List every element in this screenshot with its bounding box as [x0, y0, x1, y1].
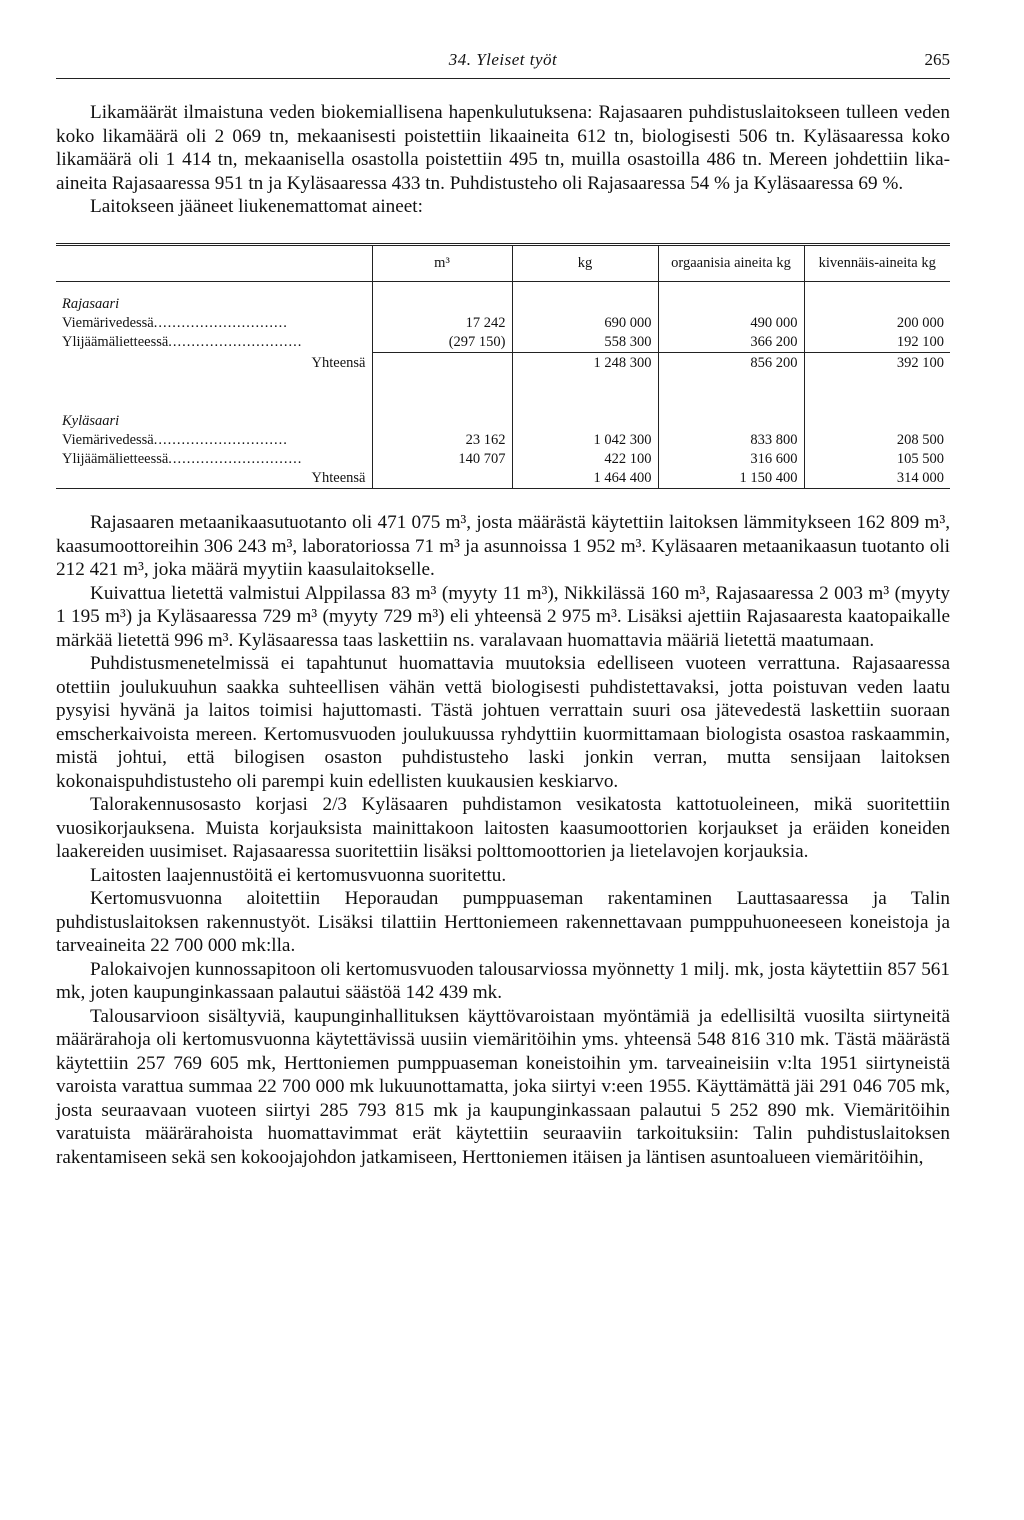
table-header-blank	[56, 244, 372, 281]
page-number: 265	[924, 50, 950, 69]
paragraph: Talorakennusosasto korjasi 2/3 Kyläsaaren puhdistamon vesikatosta kattotuoleineen, mikä suoritettiin vuosikorjauksena. Muista korjauksista mainittakoon laitosten kaasumoottorien korjaukset ja eräiden koneiden laakereiden uusimiset. Rajasaaressa suoritettiin lisäksi polttomoottorien ja lietelavojen korjauksia.	[56, 794, 950, 862]
cell-org: 316 600	[658, 450, 804, 469]
cell-kiv: 208 500	[804, 431, 950, 450]
cell-org: 366 200	[658, 333, 804, 353]
group-name: Rajasaari	[62, 295, 120, 312]
paragraph: Kertomusvuonna aloitettiin Heporaudan pumppuaseman rakentaminen Lauttasaaressa ja Talin puhdistuslaitoksen rakennustyöt. Lisäksi tilattiin Herttoniemeen rakennettavaan pumppuhuoneeseen koneistoja ja tarveaineita 22 700 000 mk:lla.	[56, 888, 950, 956]
paragraph: Talousarvioon sisältyviä, kaupunginhallituksen käyttövaroistaan myöntämiä ja edellisiltä vuosilta siirtyneitä määrärahoja oli kertomusvuonna käytettävissä uusiin viemäritöihin yms. yhteensä 548 816 310 mk. Tästä määrästä käytettiin 257 769 605 mk, Herttoniemen pumppuaseman koneistoihin ym. tarveaineisiin v:lta 1951 siirtyneistä varoista varattua summaa 22 700 000 mk lukuunottamatta, joka siirtyi v:een 1955. Käyttämättä jäi 291 046 705 mk, josta seuraavaan vuoteen siirtyi 285 793 815 mk ja kaupunginkassaan palautui 5 252 890 mk. Viemäritöihin varatuista määrärahoista huomattavimmat erät käytettiin seuraaviin tarkoituksiin: Talin puhdistuslaitoksen rakentamiseen sekä sen kokoojajohdon jatkamiseen, Herttoniemen itäisen ja läntisen asuntoalueen viemäritöihin,	[56, 1005, 950, 1168]
paragraph: Rajasaaren metaanikaasutuotanto oli 471 075 m³, josta määrästä käytettiin laitoksen lämmitykseen 162 809 m³, kaasumoottoreihin 306 243 m³, laboratoriossa 71 m³ ja asunnoissa 1 952 m³. Kyläsaaren metaanikaasun tuotanto oli 212 421 m³, joka määrä myytiin kaasulaitokselle.	[56, 512, 950, 580]
paragraph: Likamäärät ilmaistuna veden biokemiallisena hapenkulutuksena: Rajasaaren puhdistuslaitokseen tulleen veden koko likamäärä oli 2 069 tn, mekaanisesti poistettiin likaaineita 612 tn, biologisesti 506 tn. Kyläsaaressa koko likamäärä oli 1 414 tn, mekaanisella osastolla poistettiin 495 tn, muilla osastoilla 486 tn. Mereen johdettiin lika-aineita Rajasaaressa 951 tn ja Kyläsaaressa 433 tn. Puhdistusteho oli Rajasaaressa 54 % ja Kyläsaaressa 69 %.	[56, 102, 950, 194]
total-label: Yhteensä	[311, 355, 366, 371]
cell-kiv: 192 100	[804, 333, 950, 353]
column-header: orgaanisia aineita kg	[658, 244, 804, 281]
cell-m3: 23 162	[372, 431, 512, 450]
row-label: Viemärivedessä.............................	[62, 314, 288, 331]
cell-kiv: 200 000	[804, 314, 950, 333]
table-total-row	[56, 354, 950, 373]
cell-kg: 558 300	[512, 333, 658, 353]
cell-m3: (297 150)	[372, 333, 512, 353]
paragraph: Laitosten laajennustöitä ei kertomusvuonna suoritettu.	[90, 864, 507, 886]
running-header	[56, 48, 950, 79]
table-row	[56, 450, 950, 469]
header-title: 34. Yleiset työt	[448, 50, 558, 69]
cell-kg: 422 100	[512, 450, 658, 469]
page	[56, 48, 950, 1169]
table-row	[56, 333, 950, 353]
paragraph: Puhdistusmenetelmissä ei tapahtunut huomattavia muutoksia edelliseen vuoteen verrattuna. Rajasaaressa otettiin joulukuuhun saakka suhteellisen vähän vettä biologisesti puhdistettavaksi, jotta poistuvan veden laatu pysyisi hyvänä ja laitos toimisi hajuttomasti. Tästä johtuen verrattain suuri osa jätevedestä laskettiin suoraan emscherkaivoista mereen. Kertomusvuoden joulukuussa ryhdyttiin kuormittamaan biologista osastoa raskaammin, mistä johtui, että bilogisen osaston puhdistusteho laski jonkin verran, mutta sensijaan laitoksen kokonaispuhdistusteho oli parempi kuin edellisten kuukausien keskiarvo.	[56, 653, 950, 792]
cell-kg: 1 248 300	[512, 354, 658, 373]
column-header: m³	[372, 244, 512, 281]
cell-org: 856 200	[658, 354, 804, 373]
cell-org: 1 150 400	[658, 469, 804, 489]
cell-kg: 1 042 300	[512, 431, 658, 450]
cell-m3	[372, 354, 512, 373]
paragraph: Kuivattua lietettä valmistui Alppilassa 83 m³ (myyty 11 m³), Nikkilässä 160 m³, Rajasaaressa 2 003 m³ (myyty 1 195 m³) ja Kyläsaaressa 729 m³ (myyty 729 m³) eli yhteensä 2 975 m³. Lisäksi ajettiin Rajasaaresta kaatopaikalle märkää lietettä 996 m³. Kyläsaaressa taas laskettiin ns. varalavaan huomattavia määriä lietettä maatumaan.	[56, 582, 950, 651]
table-row	[56, 314, 950, 333]
column-header: kivennäis-aineita kg	[804, 244, 950, 281]
cell-kg: 1 464 400	[512, 469, 658, 489]
table-row	[56, 431, 950, 450]
paragraph: Palokaivojen kunnossapitoon oli kertomusvuoden talousarviossa myönnetty 1 milj. mk, josta käytettiin 857 561 mk, joten kaupunginkassaan palautui säästöä 142 439 mk.	[56, 958, 950, 1003]
table-total-row	[56, 469, 950, 489]
cell-org: 833 800	[658, 431, 804, 450]
cell-m3	[372, 469, 512, 489]
row-label: Viemärivedessä.............................	[62, 432, 288, 448]
cell-kg: 690 000	[512, 314, 658, 333]
group-name: Kyläsaari	[62, 413, 120, 429]
cell-kiv: 105 500	[804, 450, 950, 469]
total-label: Yhteensä	[311, 470, 366, 486]
cell-kiv: 314 000	[804, 469, 950, 489]
group-row	[56, 281, 950, 314]
row-label: Ylijäämälietteessä.............................	[62, 334, 303, 350]
cell-m3: 140 707	[372, 450, 512, 469]
paragraph: Laitokseen jääneet liukenemattomat aineet:	[90, 196, 423, 217]
cell-org: 490 000	[658, 314, 804, 333]
cell-kiv: 392 100	[804, 354, 950, 373]
sludge-table	[56, 243, 950, 490]
row-label: Ylijäämälietteessä.............................	[62, 451, 303, 467]
column-header: kg	[512, 244, 658, 281]
cell-m3: 17 242	[372, 314, 512, 333]
group-row	[56, 399, 950, 431]
table-header-row	[56, 244, 950, 281]
